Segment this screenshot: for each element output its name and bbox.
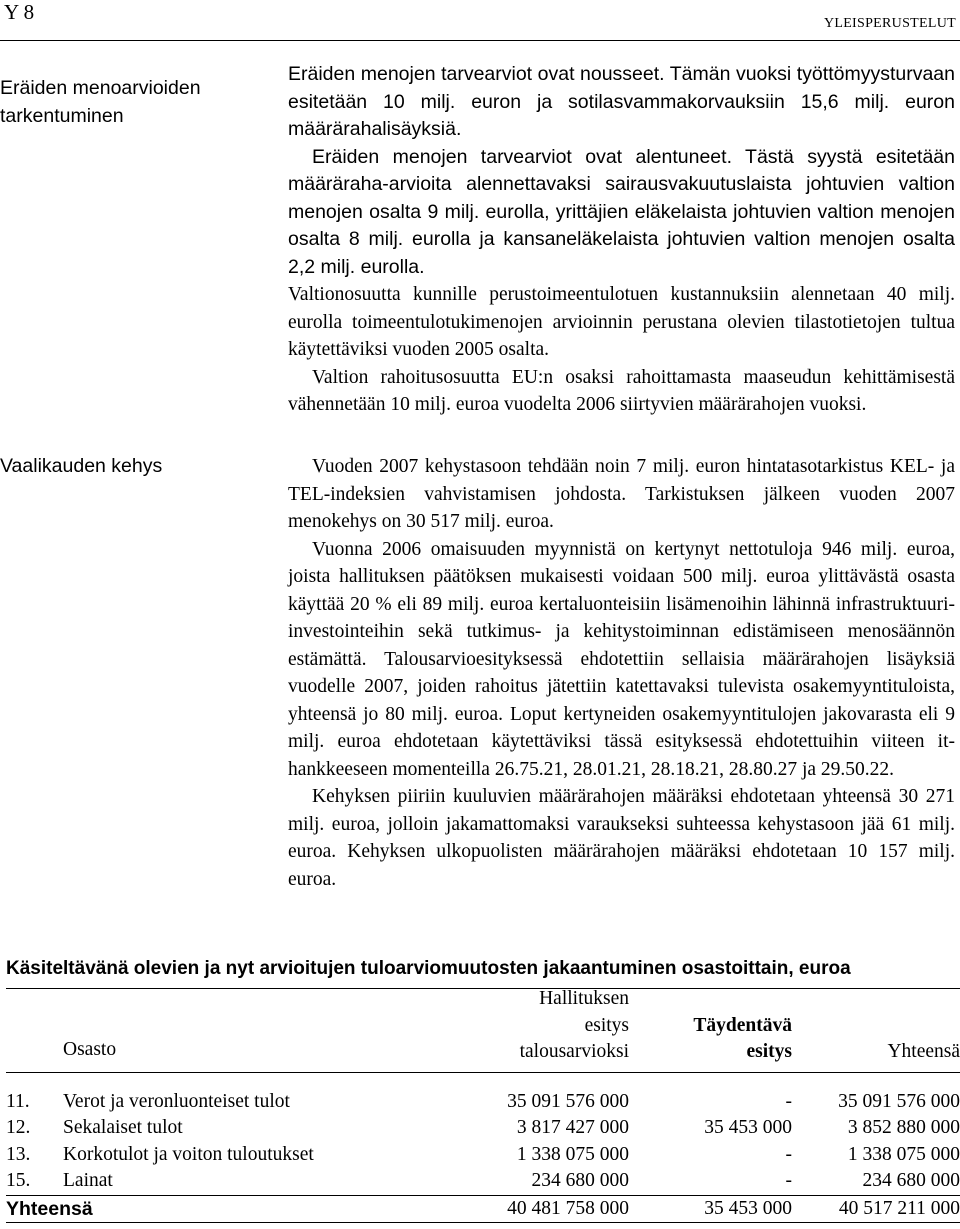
paragraph-omaisuuden-myynti: Vuonna 2006 omaisuuden myynnistä on kertynyt nettotuloja 946 milj. euroa, joista hallituksen päätöksen mukaisesti voidaan 500 milj. euroa ylittävästä osasta käyttää 20 % eli 89 milj. euroa kertaluonteisiin lisämenoihin lähinnä infrastruktuuri-investointeihin sekä tutkimus- ja kehitystoiminnan edistämiseen menosäännön estämättä. Talousarvioesityksessä ehdotettiin sellaisia määrärahojen lisäyksiä vuodelle 2007, joiden rahoitus jätettiin katettavaksi tulevista osakemyyntituloista, yhteensä jo 80 milj. euroa. Loput kertyneiden osakemyyntitulojen jakovarasta eli 9 milj. euroa ehdotetaan käytettäviksi tässä esityksessä ehdotettuihin viiteen it-hankkeeseen momenteilla 26.75.21, 28.01.21, 28.18.21, 28.80.27 ja 29.50.22. (288, 538, 955, 780)
col-header-taydentava-esitys: Täydentävä esitys (693, 1014, 792, 1062)
col-header-osasto: Osasto (63, 1039, 117, 1060)
table-row: 13. Korkotulot ja voiton tuloutukset 1 338 075 000 - 1 338 075 000 (6, 1143, 960, 1165)
table-row: 11. Verot ja veronluonteiset tulot 35 091 576 000 - 35 091 576 000 (6, 1090, 960, 1112)
col-header-yhteensa: Yhteensä (887, 1041, 960, 1062)
header-rule (0, 40, 960, 41)
paragraph-valtionosuus: Valtionosuutta kunnille perustoimeentulotuen kustannuksiin alennetaan 40 milj. eurolla toimeentulotukimenojen arvioinnin perustana olevien tilastotietojen tultua käytettäviksi vuoden 2005 osalta. (288, 284, 955, 360)
revenue-table (6, 986, 960, 1223)
paragraph-maaseutu: Valtion rahoitusosuutta EU:n osaksi rahoittamasta maaseudun kehittämisestä vähennetään 10 milj. euroa vuodelta 2006 siirtyvien määrärahojen vuoksi. (288, 366, 955, 415)
body-text-block-2 (288, 453, 955, 893)
page-header (0, 0, 960, 38)
side-heading-vaalikauden-kehys: Vaalikauden kehys (0, 455, 163, 477)
col-header-hallituksen-esitys: Hallituksen esitys talousarvioksi (519, 988, 629, 1062)
table-row: 15. Lainat 234 680 000 - 234 680 000 (6, 1168, 960, 1195)
table-total-row: Yhteensä 40 481 758 000 35 453 000 40 517 211 000 (6, 1195, 960, 1223)
paragraph-kehyksen-piiri: Kehyksen piiriin kuuluvien määrärahojen määräksi ehdotetaan yhteensä 30 271 milj. euroa, jolloin jakamattomaksi varaukseksi suhteessa kehystasoon jää 61 milj. euroa. Kehyksen ulkopuolisten määrärahojen määräksi ehdotetaan 10 157 milj. euroa. (288, 786, 955, 890)
page-number: Y 8 (4, 0, 35, 24)
side-heading-menoarviot: Eräiden menoarvioiden tarkentuminen (0, 77, 201, 127)
body-text-block-1 (288, 61, 955, 419)
paragraph-tarvearviot-alentuneet: Eräiden menojen tarvearviot ovat alentuneet. Tästä syystä esitetään määräraha-arvioita alennettavaksi sairausvakuutuslaista johtuvien valtion menojen osalta 9 milj. eurolla, yrittäjien eläkelaista johtuvien valtion menojen osalta 8 milj. eurolla ja kansaneläkelaista johtuvien valtion menojen osalta 2,2 milj. eurolla. (288, 145, 955, 278)
table-header-row (6, 986, 960, 1066)
paragraph-tarvearviot-nousseet: Eräiden menojen tarvearviot ovat nousseet. Tämän vuoksi työttömyysturvaan esitetään 10 milj. euron ja sotilasvammakorvauksiin 15,6 milj. euron määrärahalisäyksiä. (288, 63, 955, 140)
table-title: Käsiteltävänä olevien ja nyt arvioitujen tuloarviomuutosten jakaantuminen osastoittain, euroa (6, 958, 851, 979)
section-title: YLEISPERUSTELUT (823, 16, 956, 31)
table-row: 12. Sekalaiset tulot 3 817 427 000 35 453 000 3 852 880 000 (6, 1117, 960, 1138)
spacer-row (6, 1072, 960, 1089)
paragraph-kehystaso: Vuoden 2007 kehystasoon tehdään noin 7 milj. euron hintatasotarkistus KEL- ja TEL-indeksien vahvistamisen johdosta. Tarkistuksen jälkeen vuoden 2007 menokehys on 30 517 milj. euroa. (288, 456, 955, 532)
